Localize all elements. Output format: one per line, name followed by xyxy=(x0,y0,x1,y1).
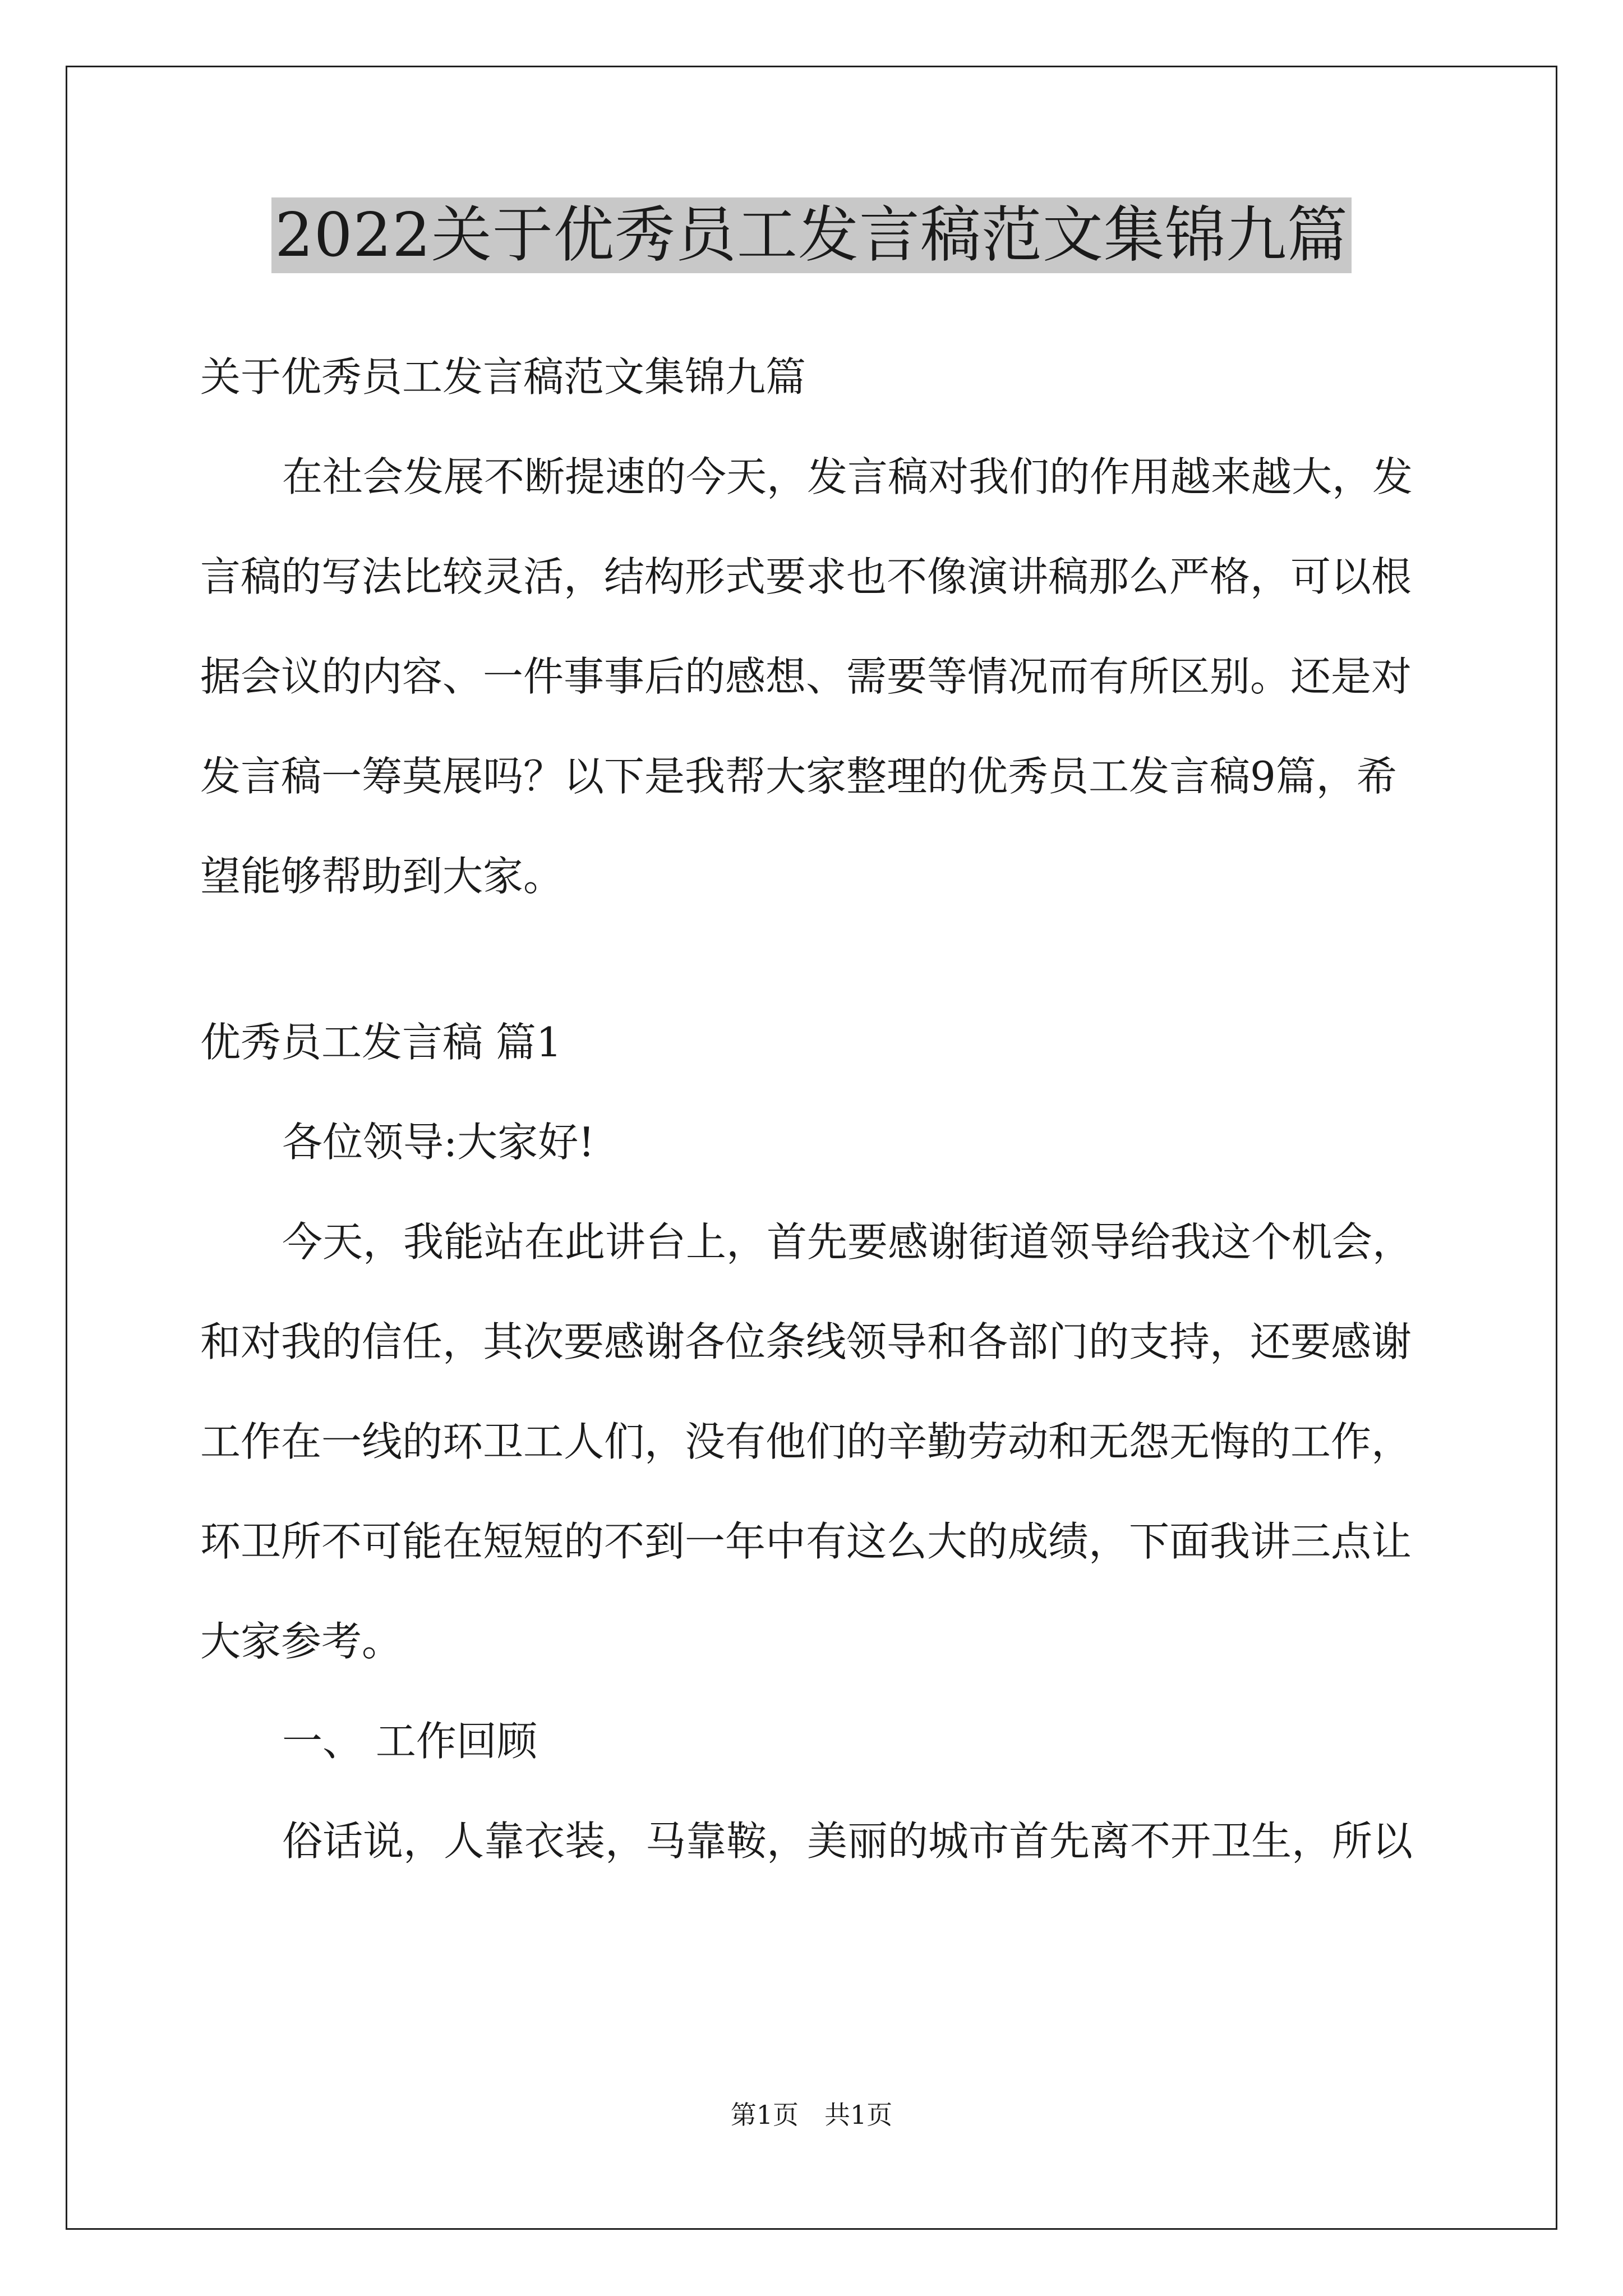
document-title: 2022关于优秀员工发言稿范文集锦九篇 xyxy=(271,197,1352,273)
section-heading: 优秀员工发言稿 篇1 xyxy=(200,1019,562,1066)
paragraph-line: 环卫所不可能在短短的不到一年中有这么大的成绩，下面我讲三点让 xyxy=(200,1518,1412,1565)
document-body xyxy=(200,343,1428,1907)
paragraph-line: 在社会发展不断提速的今天，发言稿对我们的作用越来越大，发 xyxy=(282,453,1413,500)
page-number-total: 共1页 xyxy=(824,2100,893,2130)
page-number-current: 第1页 xyxy=(730,2100,799,2130)
paragraph-line: 据会议的内容、一件事事后的感想、需要等情况而有所区别。还是对 xyxy=(200,653,1412,700)
greeting-line: 各位领导:大家好! xyxy=(282,1119,595,1166)
paragraph-line: 大家参考。 xyxy=(200,1618,403,1665)
page-footer xyxy=(0,2098,1623,2132)
title-container xyxy=(0,197,1623,273)
subtitle-line: 关于优秀员工发言稿范文集锦九篇 xyxy=(200,353,806,401)
paragraph-line: 俗话说，人靠衣装，马靠鞍，美丽的城市首先离不开卫生，所以 xyxy=(282,1818,1413,1865)
subsection-heading: 一、 工作回顾 xyxy=(282,1718,537,1765)
paragraph-line: 言稿的写法比较灵活，结构形式要求也不像演讲稿那么严格，可以根 xyxy=(200,553,1412,600)
paragraph-line: 和对我的信任，其次要感谢各位条线领导和各部门的支持，还要感谢 xyxy=(200,1318,1412,1365)
paragraph-line: 望能够帮助到大家。 xyxy=(200,853,564,900)
paragraph-line: 发言稿一筹莫展吗？以下是我帮大家整理的优秀员工发言稿9篇，希 xyxy=(200,753,1397,800)
paragraph-line: 工作在一线的环卫工人们，没有他们的辛勤劳动和无怨无悔的工作， xyxy=(200,1418,1412,1465)
paragraph-gap xyxy=(200,942,1428,1009)
paragraph-line: 今天，我能站在此讲台上，首先要感谢街道领导给我这个机会， xyxy=(282,1218,1413,1266)
